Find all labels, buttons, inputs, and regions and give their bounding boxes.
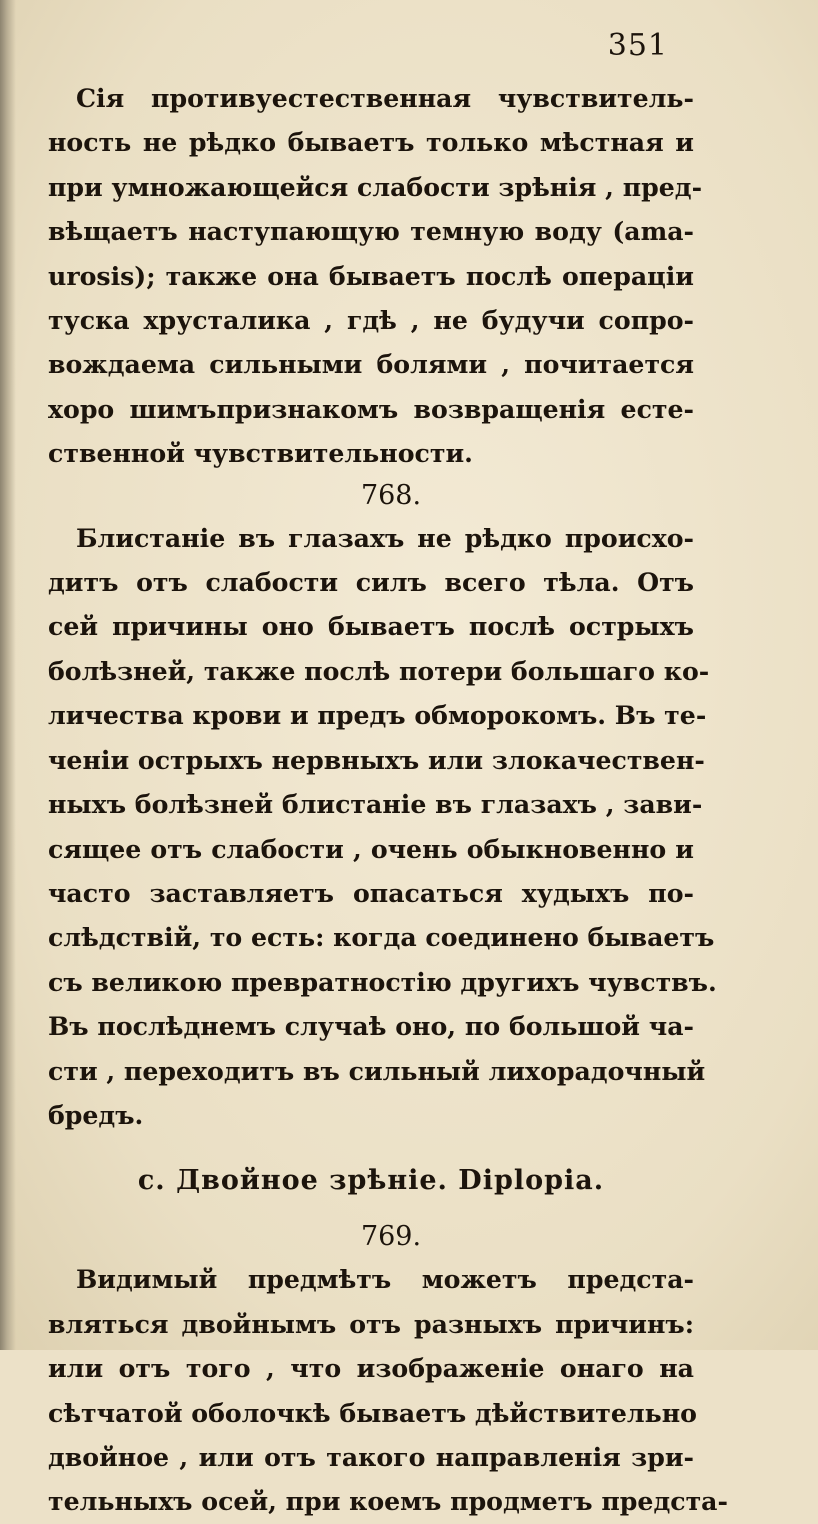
text-line: дитъ отъ слабости силъ всего тѣла. Отъ — [48, 567, 694, 598]
text-line: слѣдствій, то есть: когда соединено бываетъ — [48, 922, 715, 953]
paragraph-3 — [48, 1257, 728, 1523]
text-line: сей причины оно бываетъ послѣ острыхъ — [48, 611, 694, 642]
text-line: ченіи острыхъ нервныхъ или злокачествен- — [48, 744, 705, 775]
binding-gutter — [0, 0, 16, 1350]
text-line: личества крови и предъ обморокомъ. Въ те- — [48, 700, 707, 731]
text-line: сящее отъ слабости , очень обыкновенно и — [48, 833, 694, 864]
text-line: ныхъ болѣзней блистаніе въ глазахъ , зави- — [48, 789, 703, 820]
section-heading: c. Двойное зрѣніе. Diplopia. — [137, 1165, 605, 1197]
text-line: Видимый предмѣтъ можетъ предста- — [76, 1264, 694, 1295]
text-line: Сія противуестественная чувствитель- — [76, 83, 694, 113]
text-line: ственной чувствительности. — [48, 438, 473, 469]
text-line: болѣзней, также послѣ потери большаго ко- — [48, 655, 710, 686]
text-line: тельныхъ осей, при коемъ продметъ предста- — [48, 1486, 728, 1517]
text-line: съ великою превратностію другихъ чувствъ. — [48, 966, 717, 997]
page-text — [48, 76, 728, 1524]
text-line: сѣтчатой оболочкѣ бываетъ дѣйствительно — [48, 1397, 697, 1428]
text-line: вождаема сильными болями , почитается — [48, 349, 694, 380]
text-line: тускa хрусталика , гдѣ , не будучи сопро- — [48, 305, 694, 336]
text-line: вляться двойнымъ отъ разныхъ причинъ: — [48, 1308, 694, 1339]
text-line: или отъ того , что изображеніе онаго на — [48, 1353, 694, 1384]
text-line: вѣщаетъ наступающую темную воду (ama- — [48, 216, 694, 247]
page-number: 351 — [607, 28, 668, 63]
text-line: двойное , или отъ такого направленія зри- — [48, 1441, 694, 1472]
section-number: 769. — [360, 1221, 422, 1253]
text-line: Въ послѣднемъ случаѣ оно, по большой ча- — [48, 1011, 694, 1042]
text-line: бредъ. — [48, 1099, 144, 1130]
text-line: хоро шимъпризнакомъ возвращенія есте- — [48, 393, 694, 424]
paragraph-1 — [48, 76, 703, 476]
text-line: сти , переходитъ въ сильный лихорадочный — [48, 1055, 706, 1086]
text-line: ность не рѣдко бываетъ только мѣстная и — [48, 127, 694, 158]
text-line: Блистаніе въ глазахъ не рѣдко происхо- — [76, 522, 694, 553]
text-line: при умножающейся слабости зрѣнія , пред- — [48, 171, 703, 202]
section-number: 768. — [360, 479, 422, 511]
text-line: urosis); также она бываетъ послѣ операціи — [48, 260, 694, 291]
text-line: часто заставляетъ опасаться худыхъ по- — [48, 877, 694, 908]
paragraph-2 — [48, 516, 717, 1138]
